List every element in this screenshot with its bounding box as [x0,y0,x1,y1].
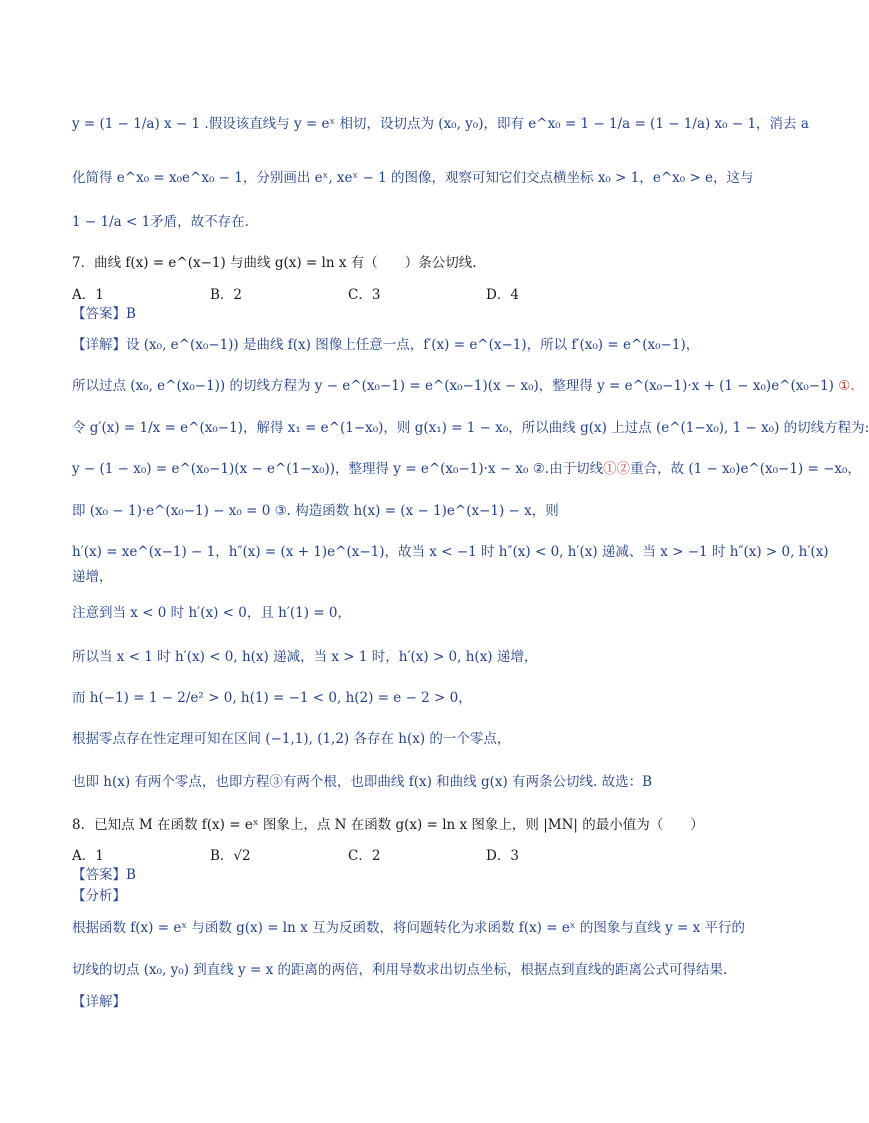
q7-detail-line-4 [72,459,861,479]
solution-line-1: y = (1 − 1/a) x − 1 .假设该直线与 y = eˣ 相切，设切点为 (x₀, y₀)，即有 e^x₀ = 1 − 1/a = (1 − 1/a) x₀ − 1，消去 a [72,116,809,132]
q7-detail-line-6: h′(x) = xe^(x−1) − 1，h″(x) = (x + 1)e^(x−1)，故当 x < −1 时 h″(x) < 0, h′(x) 递减、当 x > −1 时 h″(x) > 0, h′(x) [72,544,829,560]
q7-detail-line-3: 令 g′(x) = 1/x = e^(x₀−1)，解得 x₁ = e^(1−x₀)，则 g(x₁) = 1 − x₀，所以曲线 g(x) 上过点 (e^(1−x₀), 1 − x₀) 的切线方程为: [72,420,869,436]
option-b: B．2 [210,287,243,303]
q7-detail-line-5: 即 (x₀ − 1)·e^(x₀−1) − x₀ = 0 ③. 构造函数 h(x) = (x − 1)e^(x−1) − x，则 [72,503,559,519]
question-7-options [72,285,734,305]
option-d: D．4 [486,287,519,303]
question-8-detail-tag: 【详解】 [72,994,126,1010]
question-7-answer: 【答案】B [72,306,136,322]
option-a: A．1 [72,287,104,303]
solution-line-3: 1 − 1/a < 1矛盾，故不存在. [72,214,249,230]
option-c: C．3 [348,287,381,303]
option-c: C．2 [348,848,381,864]
q7-detail-line-9: 所以当 x < 1 时 h′(x) < 0, h(x) 递减，当 x > 1 时，h′(x) > 0, h(x) 递增， [72,649,538,665]
q7-detail-line-1: 【详解】设 (x₀, e^(x₀−1)) 是曲线 f(x) 图像上任意一点，f′(x) = e^(x−1)，所以 f′(x₀) = e^(x₀−1)， [72,337,700,353]
solution-line-2: 化简得 e^x₀ = x₀e^x₀ − 1，分别画出 eˣ, xeˣ − 1 的图像，观察可知它们交点横坐标 x₀ > 1，e^x₀ > e，这与 [72,170,754,186]
question-8-options [72,846,734,866]
q7-detail-line-4-text: y − (1 − x₀) = e^(x₀−1)(x − e^(1−x₀))，整理得 y = e^(x₀−1)·x − x₀ ②.由于切线 [72,461,604,477]
q7-detail-line-2 [72,376,855,396]
q8-analysis-line-1: 根据函数 f(x) = eˣ 与函数 g(x) = ln x 互为反函数，将问题转化为求函数 f(x) = eˣ 的图象与直线 y = x 平行的 [72,920,746,936]
q7-detail-line-2-text: 所以过点 (x₀, e^(x₀−1)) 的切线方程为 y − e^(x₀−1) = e^(x₀−1)(x − x₀)，整理得 y = e^(x₀−1)·x + (1 − x₀)e^(x₀−1) [72,378,834,394]
equation-marker-12: ①② [603,461,631,477]
q8-analysis-line-2: 切线的切点 (x₀, y₀) 到直线 y = x 的距离的两倍，利用导数求出切点坐标，根据点到直线的距离公式可得结果. [72,962,728,978]
q7-detail-line-7: 递增， [72,569,113,585]
option-b: B．√2 [210,848,251,864]
option-a: A．1 [72,848,104,864]
question-8-analysis-tag: 【分析】 [72,888,126,904]
q7-detail-line-10: 而 h(−1) = 1 − 2/e² > 0, h(1) = −1 < 0, h(2) = e − 2 > 0， [72,690,472,706]
q7-detail-line-8: 注意到当 x < 0 时 h′(x) < 0，且 h′(1) = 0， [72,605,352,621]
option-d: D．3 [486,848,519,864]
q7-detail-line-4-tail: 重合，故 (1 − x₀)e^(x₀−1) = −x₀， [630,461,861,477]
equation-marker-1: ①. [838,378,855,394]
question-8-answer: 【答案】B [72,867,136,883]
q7-detail-line-11: 根据零点存在性定理可知在区间 (−1,1), (1,2) 各存在 h(x) 的一个零点， [72,731,511,747]
question-8: 8．已知点 M 在函数 f(x) = eˣ 图象上，点 N 在函数 g(x) = ln x 图象上，则 |MN| 的最小值为（ ） [72,817,704,833]
question-7: 7．曲线 f(x) = e^(x−1) 与曲线 g(x) = ln x 有（ ）条公切线. [72,255,477,271]
q7-detail-line-12: 也即 h(x) 有两个零点，也即方程③有两个根，也即曲线 f(x) 和曲线 g(x) 有两条公切线. 故选：B [72,774,653,790]
